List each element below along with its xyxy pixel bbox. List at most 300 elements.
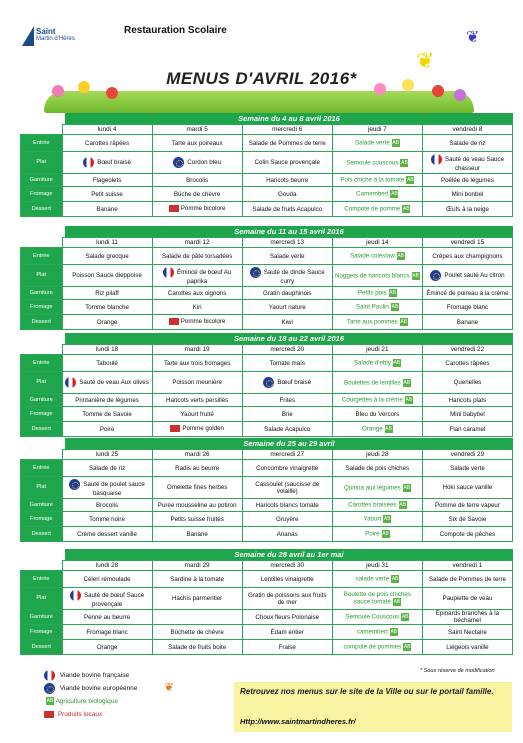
menu-cell <box>62 477 152 499</box>
menu-cell <box>332 187 422 202</box>
dish-name: Fraise <box>278 643 296 651</box>
menu-cell <box>152 477 242 499</box>
ab-organic-icon: AB <box>397 253 405 259</box>
dish-name: Céleri rémoulade <box>83 575 131 583</box>
menu-cell <box>62 248 152 265</box>
menu-cell <box>242 477 332 499</box>
menu-cell <box>152 152 242 174</box>
ab-organic-icon: AB <box>400 319 408 325</box>
dish-name: Sauté de veau Sauce chasseur <box>444 155 505 172</box>
legend <box>44 670 137 722</box>
day-header: lundi 4 <box>62 125 152 135</box>
dish-name: Épinards branches à la béchamel <box>435 610 500 624</box>
dish-name: Lentilles vinaigrette <box>260 575 314 583</box>
day-header: vendredi 1 <box>422 561 512 571</box>
dish-name: Taboulé <box>96 359 118 367</box>
eu-flag-icon <box>263 377 274 388</box>
menu-table <box>20 237 513 330</box>
menu-cell <box>242 571 332 588</box>
dish-name: Édam entier <box>270 628 304 636</box>
menu-cell <box>62 625 152 640</box>
day-header: vendredi 22 <box>422 345 512 355</box>
menu-cell <box>332 248 422 265</box>
ab-organic-icon: AB <box>391 304 399 310</box>
day-header: lundi 18 <box>62 345 152 355</box>
dish-name: Yaourt nature <box>268 303 306 311</box>
menu-cell <box>332 372 422 394</box>
dish-name: Crêpes aux champignons <box>432 252 503 260</box>
menu-cell <box>62 315 152 330</box>
ab-organic-icon: AB <box>46 698 54 705</box>
menu-cell <box>62 407 152 422</box>
dish-name: Gouda <box>277 190 297 198</box>
menu-cell <box>152 571 242 588</box>
dish-name: Tomme de Savoie <box>82 410 132 418</box>
dish-name: Kiri <box>192 303 202 311</box>
menu-cell <box>422 571 512 588</box>
footnote: * Sous réserve de modification <box>420 668 495 674</box>
dish-name: Orange <box>362 425 383 433</box>
menu-cell <box>152 265 242 287</box>
dish-name: Petits pois <box>358 289 387 297</box>
dish-name: Œufs à la neige <box>445 205 489 213</box>
dish-name: Poisson Sauce dieppoise <box>72 272 142 279</box>
menu-cell <box>62 610 152 625</box>
category-label: Entrée <box>21 135 63 152</box>
dish-name: Riz pilaff <box>95 289 119 297</box>
menu-cell <box>332 571 422 588</box>
menu-cell <box>152 625 242 640</box>
day-header: mercredi 6 <box>242 125 332 135</box>
category-label: Dessert <box>21 202 63 217</box>
week-block <box>20 113 513 217</box>
ab-organic-icon: AB <box>385 426 392 432</box>
category-label: Fromage <box>21 187 63 202</box>
dish-name: Semoule Couscous <box>345 613 400 621</box>
day-header: jeudi 31 <box>332 561 422 571</box>
ab-organic-icon: AB <box>399 502 406 508</box>
dish-name: Tomate maïs <box>269 359 305 367</box>
legend-item-french-beef: Viande bovine française <box>44 670 137 683</box>
menu-cell <box>62 499 152 512</box>
dish-name: Paupiette de veau <box>442 595 493 602</box>
dish-name: Salade de Pommes de terre <box>248 139 326 147</box>
dish-name: Pomme bicolore <box>180 205 226 213</box>
menu-cell <box>242 315 332 330</box>
menu-cell <box>422 422 512 437</box>
butterfly-icon: ❦ <box>466 29 480 46</box>
dish-name: Penne au beurre <box>83 613 131 621</box>
eu-flag-icon <box>69 479 80 490</box>
week-block <box>20 549 513 655</box>
dish-name: Fromage blanc <box>446 303 489 311</box>
eu-flag-icon <box>430 270 441 281</box>
ab-organic-icon: AB <box>391 576 399 582</box>
dish-name: Fromage blanc <box>86 628 128 636</box>
menu-cell <box>422 610 512 625</box>
dish-name: Haricots beurre <box>266 176 309 184</box>
dish-name: Salade de pois chiches <box>345 464 410 472</box>
menu-cell <box>62 265 152 287</box>
menu-cell <box>422 640 512 655</box>
dish-name: Salade de riz <box>449 139 486 147</box>
menu-cell <box>242 152 332 174</box>
menu-cell <box>242 372 332 394</box>
menu-cell <box>422 152 512 174</box>
dish-name: Gruyère <box>276 515 299 523</box>
menu-cell <box>152 512 242 527</box>
menu-cell <box>422 588 512 610</box>
dish-name: Mini babybel <box>450 410 485 418</box>
category-label: Garniture <box>21 499 63 512</box>
menu-cell <box>242 610 332 625</box>
legend-item-eu-beef: Viande bovine européenne <box>44 683 137 696</box>
week-title: Semaine du 18 au 22 avril 2016 <box>65 333 513 344</box>
menu-cell <box>332 499 422 512</box>
dish-name: Petits suisse fruités <box>170 515 224 523</box>
dish-name: Liégeois vanille <box>446 643 489 651</box>
dish-name: Poulet sauté Au citron <box>444 272 505 280</box>
week-title: Semaine du 28 avril au 1er mai <box>65 549 513 560</box>
french-flag-icon <box>70 590 81 601</box>
day-header: vendredi 29 <box>422 450 512 460</box>
category-label: Garniture <box>21 610 63 625</box>
promo-text: Retrouvez nos menus sur le site de la Ville ou sur le portail famille. <box>240 687 494 696</box>
menu-cell <box>332 407 422 422</box>
week-title: Semaine du 25 au 29 avril <box>65 438 513 449</box>
menu-cell <box>152 422 242 437</box>
dish-name: Saint Nectaire <box>448 628 487 636</box>
menu-cell <box>422 287 512 300</box>
dish-name: Banane <box>96 205 118 213</box>
menu-cell <box>242 300 332 315</box>
eu-flag-icon <box>173 157 184 168</box>
menu-cell <box>242 355 332 372</box>
dish-name: Semoule couscous <box>346 159 399 167</box>
dish-name: Orange <box>96 643 118 651</box>
dish-name: Petit suisse <box>91 190 123 198</box>
dish-name: Tomme noire <box>89 515 125 523</box>
menu-table <box>20 344 513 437</box>
legend-item-bio: AB Agriculture biologique <box>46 698 118 705</box>
category-label: Entrée <box>21 248 63 265</box>
ab-organic-icon: AB <box>406 177 414 183</box>
day-header: lundi 25 <box>62 450 152 460</box>
menu-cell <box>62 422 152 437</box>
dish-name: Poêlée de légumes <box>440 176 494 184</box>
ab-organic-icon: AB <box>403 484 411 491</box>
menu-cell <box>332 512 422 527</box>
ab-organic-icon: AB <box>403 206 410 212</box>
ab-organic-icon: AB <box>405 397 413 403</box>
menu-cell <box>422 625 512 640</box>
menu-cell <box>152 135 242 152</box>
day-header: mardi 19 <box>152 345 242 355</box>
dish-name: Radis au beurre <box>175 464 220 472</box>
category-label: Entrée <box>21 571 63 588</box>
dish-name: Orange <box>96 318 118 326</box>
butterfly-icon: ❦ <box>164 680 175 694</box>
menu-cell <box>422 512 512 527</box>
menu-cell <box>422 527 512 542</box>
eu-flag-icon <box>44 683 55 694</box>
category-label: Fromage <box>21 512 63 527</box>
dish-name: Tarte aux pommes <box>346 318 398 326</box>
dish-name: Nuggets de haricots blancs <box>335 272 410 280</box>
category-label: Dessert <box>21 422 63 437</box>
dish-name: Haricots plats <box>448 396 487 404</box>
dish-name: Compote de pêches <box>439 530 496 538</box>
dish-name: Choux fleurs Polonaise <box>255 613 320 621</box>
dish-name: Brie <box>281 410 293 418</box>
dish-name: Sardine à la tomate <box>170 575 224 583</box>
dish-name: Quenelles <box>453 379 482 386</box>
french-flag-icon <box>83 157 94 168</box>
menu-cell <box>332 527 422 542</box>
menu-cell <box>422 499 512 512</box>
dish-name: Purée mousseline au potiron <box>157 501 237 509</box>
dish-name: Sauté de dinde Sauce curry <box>263 268 325 285</box>
menu-cell <box>152 187 242 202</box>
menu-cell <box>242 640 332 655</box>
dish-name: Hachis parmentier <box>172 595 223 602</box>
menu-cell <box>422 355 512 372</box>
day-header: lundi 28 <box>62 561 152 571</box>
menu-cell <box>242 422 332 437</box>
dish-name: Boulettes de lentilles <box>343 379 401 387</box>
day-header: vendredi 8 <box>422 125 512 135</box>
ab-organic-icon: AB <box>390 629 398 635</box>
dish-name: Salade de fruits boite <box>168 643 227 651</box>
dish-name: Gratin de poissons aux fruits de mer <box>248 591 327 606</box>
dish-name: Quinoa aux légumes <box>343 484 401 492</box>
dish-name: Sauté de poulet sauce basquaise <box>83 480 145 497</box>
menu-cell <box>242 407 332 422</box>
dish-name: Émincé de poireau à la crème <box>426 289 509 297</box>
category-label: Dessert <box>21 640 63 655</box>
ab-organic-icon: AB <box>412 272 419 279</box>
menu-cell <box>242 202 332 217</box>
menu-cell <box>242 588 332 610</box>
dish-name: Frites <box>279 396 295 404</box>
menu-cell <box>152 588 242 610</box>
dish-name: Yaourt <box>363 515 382 523</box>
menu-cell <box>422 407 512 422</box>
menu-cell <box>152 202 242 217</box>
category-label: Plat <box>21 372 63 394</box>
dish-name: Concombre vinaigrette <box>256 464 319 472</box>
page-title: MENUS D'AVRIL 2016* <box>166 69 357 88</box>
day-header: mardi 12 <box>152 238 242 248</box>
ab-organic-icon: AB <box>393 599 401 605</box>
dish-name: Salade grecque <box>85 252 129 260</box>
menu-cell <box>62 394 152 407</box>
menu-cell <box>242 460 332 477</box>
menu-cell <box>332 394 422 407</box>
menu-cell <box>242 174 332 187</box>
dish-name: Poisson meunière <box>172 379 222 386</box>
dish-name: Bœuf braisé <box>97 159 131 167</box>
menu-table <box>20 560 513 655</box>
dish-name: Salade Acapulco <box>264 425 311 433</box>
day-header: mercredi 20 <box>242 345 332 355</box>
dish-name: Flan caramel <box>449 425 486 433</box>
menu-cell <box>242 287 332 300</box>
dish-name: Banane <box>186 530 208 538</box>
dish-name: Banane <box>456 318 479 326</box>
dish-name: Salade de Pommes de terre <box>428 575 506 583</box>
ab-organic-icon: AB <box>392 140 400 146</box>
menu-cell <box>332 422 422 437</box>
menu-cell <box>152 287 242 300</box>
dish-name: Émincé de bœuf Au paprika <box>176 268 232 285</box>
dish-name: Salade de riz <box>88 464 126 472</box>
category-label: Plat <box>21 588 63 610</box>
menu-cell <box>332 135 422 152</box>
day-header: mercredi 30 <box>242 561 332 571</box>
dish-name: Carottes râpées <box>85 139 130 147</box>
ab-organic-icon: AB <box>403 379 411 386</box>
dish-name: Brocolis <box>96 501 119 509</box>
dish-name: Six de Savoie <box>448 515 487 523</box>
dish-name: Hoki sauce vanille <box>442 484 493 491</box>
dish-name: Carottes aux oignons <box>167 289 227 297</box>
menu-cell <box>152 248 242 265</box>
menu-cell <box>422 202 512 217</box>
menu-cell <box>62 202 152 217</box>
day-header: lundi 11 <box>62 238 152 248</box>
category-label: Plat <box>21 477 63 499</box>
logo-mark <box>22 26 34 46</box>
dish-name: Carottes râpées <box>445 359 490 367</box>
dish-name: Salade d'ebly <box>353 359 391 367</box>
dish-name: Salade coleslaw <box>349 252 395 260</box>
french-flag-icon <box>431 154 442 165</box>
menu-cell <box>422 187 512 202</box>
promo-url[interactable]: Http://www.saintmartindheres.fr/ <box>240 717 356 726</box>
local-product-icon <box>44 711 54 718</box>
menu-cell <box>242 394 332 407</box>
menu-cell <box>62 588 152 610</box>
eu-flag-icon <box>250 267 261 278</box>
menu-cell <box>242 527 332 542</box>
local-product-icon <box>169 318 179 325</box>
menu-cell <box>422 477 512 499</box>
menu-cell <box>62 187 152 202</box>
menu-cell <box>62 287 152 300</box>
dish-name: Saint Paulin <box>355 303 389 311</box>
menu-cell <box>422 460 512 477</box>
menu-cell <box>152 460 242 477</box>
menu-cell <box>152 355 242 372</box>
menu-cell <box>242 499 332 512</box>
menu-cell <box>152 640 242 655</box>
day-header: jeudi 14 <box>332 238 422 248</box>
menu-cell <box>62 174 152 187</box>
category-label: Entrée <box>21 460 63 477</box>
dish-name: Bûchette de chèvre <box>170 628 224 636</box>
day-header: mardi 5 <box>152 125 242 135</box>
dish-name: Poire <box>99 425 115 433</box>
ab-organic-icon: AB <box>391 191 398 197</box>
menu-cell <box>242 265 332 287</box>
dish-name: camembert <box>356 628 388 636</box>
menu-cell <box>332 640 422 655</box>
local-product-icon <box>170 425 180 432</box>
logo-text: Saint <box>36 27 56 36</box>
menu-cell <box>152 300 242 315</box>
dish-name: Poire <box>365 530 380 538</box>
dish-name: Tomme blanche <box>85 303 129 311</box>
menu-cell <box>332 460 422 477</box>
week-block <box>20 438 513 542</box>
category-label: Garniture <box>21 394 63 407</box>
day-header: jeudi 28 <box>332 450 422 460</box>
ab-organic-icon: AB <box>393 360 401 366</box>
menu-cell <box>62 152 152 174</box>
menu-cell <box>422 248 512 265</box>
dish-name: Omelette fines herbes <box>166 484 228 491</box>
menu-cell <box>242 135 332 152</box>
menu-cell <box>152 527 242 542</box>
menu-cell <box>332 202 422 217</box>
menu-cell <box>152 407 242 422</box>
dish-name: Ananas <box>276 530 298 538</box>
french-flag-icon <box>163 267 174 278</box>
dish-name: Compote de pomme <box>344 205 401 213</box>
ab-organic-icon: AB <box>401 159 408 166</box>
menu-cell <box>332 477 422 499</box>
category-label: Garniture <box>21 174 63 187</box>
day-header: jeudi 21 <box>332 345 422 355</box>
dish-name: Kiwi <box>281 318 293 326</box>
menu-cell <box>242 248 332 265</box>
category-label: Plat <box>21 152 63 174</box>
day-header: jeudi 7 <box>332 125 422 135</box>
day-header: mercredi 13 <box>242 238 332 248</box>
menu-table <box>20 124 513 217</box>
dish-name: Haricots blancs tomate <box>255 501 319 509</box>
menu-cell <box>422 394 512 407</box>
menu-cell <box>62 527 152 542</box>
menu-cell <box>332 300 422 315</box>
dish-name: Haricots verts persillés <box>166 396 229 404</box>
menu-cell <box>422 265 512 287</box>
menu-cell <box>332 625 422 640</box>
category-label: Fromage <box>21 300 63 315</box>
menu-cell <box>332 174 422 187</box>
menu-cell <box>62 300 152 315</box>
dish-name: Cassoulet (saucisse de volaille) <box>255 480 320 495</box>
dish-name: Camembert <box>356 190 389 198</box>
ab-organic-icon: AB <box>383 516 391 522</box>
dish-name: Bleu du Vercors <box>355 410 400 418</box>
day-header: mardi 26 <box>152 450 242 460</box>
menu-cell <box>152 499 242 512</box>
menu-cell <box>62 512 152 527</box>
dish-name: Salade verte <box>269 252 305 260</box>
day-header: mardi 29 <box>152 561 242 571</box>
dish-name: Brocolis <box>186 176 209 184</box>
menu-cell <box>152 315 242 330</box>
dish-name: salade verte <box>355 575 390 583</box>
category-label: Dessert <box>21 527 63 542</box>
menu-cell <box>422 135 512 152</box>
menu-cell <box>422 300 512 315</box>
dish-name: Salade de fruits Acapulco <box>252 205 323 213</box>
menu-cell <box>332 152 422 174</box>
dish-name: Courgettes à la crème <box>341 396 403 404</box>
